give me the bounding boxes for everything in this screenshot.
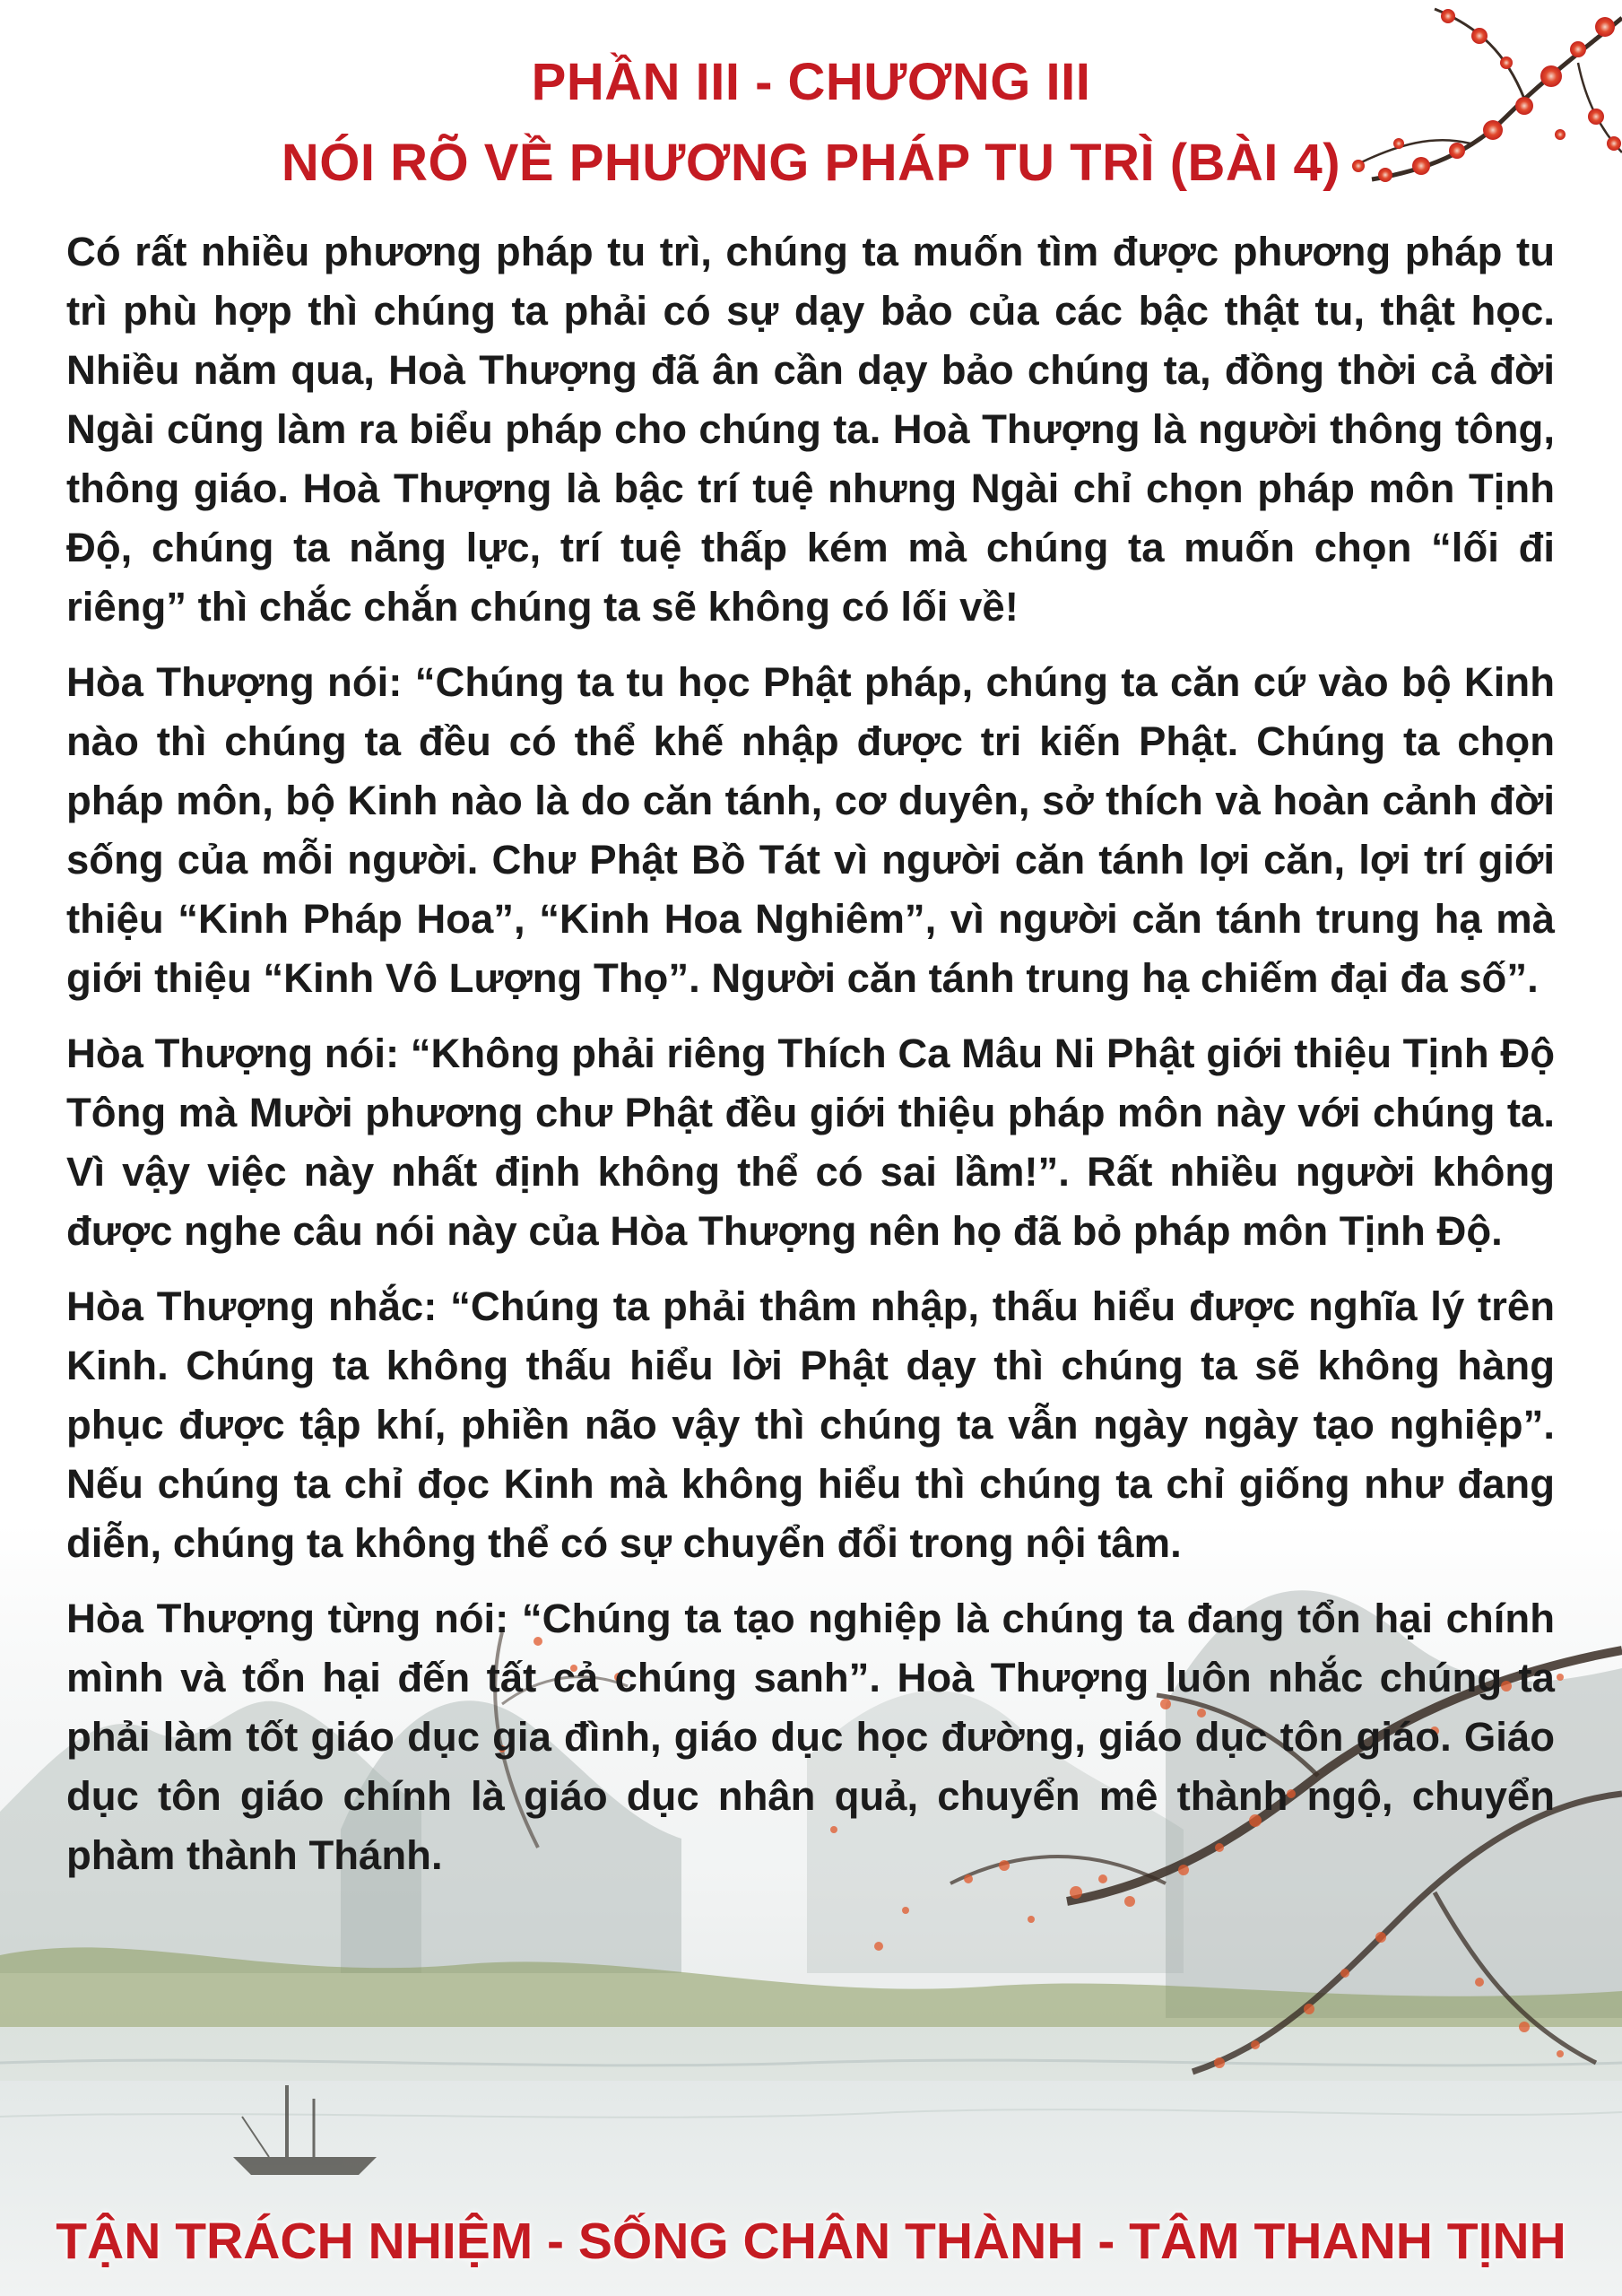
paragraph: Hòa Thượng nói: “Không phải riêng Thích Ca Mâu Ni Phật giới thiệu Tịnh Độ Tông mà Mười phương chư Phật đều giới thiệu pháp môn này với chúng ta. Vì vậy việc này nhất định không thể có sai lầm!”. Rất nhiều người không được nghe câu nói này của Hòa Thượng nên họ đã bỏ pháp môn Tịnh Độ. — [66, 1031, 1555, 1254]
paragraph: Hòa Thượng nói: “Chúng ta tu học Phật pháp, chúng ta căn cứ vào bộ Kinh nào thì chúng ta đều có thể khế nhập được tri kiến Phật. Chúng ta chọn pháp môn, bộ Kinh nào là do căn tánh, cơ duyên, sở thích và hoàn cảnh đời sống của mỗi người. Chư Phật Bồ Tát vì người căn tánh lợi căn, lợi trí giới thiệu “Kinh Pháp Hoa”, “Kinh Hoa Nghiêm”, vì người căn tánh trung hạ mà giới thiệu “Kinh Vô Lượng Thọ”. Người căn tánh trung hạ chiếm đại đa số”. — [66, 659, 1555, 1001]
paragraph: Có rất nhiều phương pháp tu trì, chúng ta muốn tìm được phương pháp tu trì phù hợp thì chúng ta phải có sự dạy bảo của các bậc thật tu, thật học. Nhiều năm qua, Hoà Thượng đã ân cần dạy bảo chúng ta, đồng thời cả đời Ngài cũng làm ra biểu pháp cho chúng ta. Hoà Thượng là người thông tông, thông giáo. Hoà Thượng là bậc trí tuệ nhưng Ngài chỉ chọn pháp môn Tịnh Độ, chúng ta năng lực, trí tuệ thấp kém mà chúng ta muốn chọn “lối đi riêng” thì chắc chắn chúng ta sẽ không có lối về! — [66, 229, 1555, 630]
paragraph: Hòa Thượng nhắc: “Chúng ta phải thâm nhập, thấu hiểu được nghĩa lý trên Kinh. Chúng ta không thấu hiểu lời Phật dạy thì chúng ta sẽ không hàng phục được tập khí, phiền não vậy thì chúng ta vẫn ngày ngày tạo nghiệp”. Nếu chúng ta chỉ đọc Kinh mà không hiểu thì chúng ta chỉ giống như đang diễn, chúng ta không thể có sự chuyển đổi trong nội tâm. — [66, 1283, 1555, 1566]
article-body — [66, 222, 1555, 1901]
page-title: NÓI RÕ VỀ PHƯƠNG PHÁP TU TRÌ (BÀI 4) — [281, 134, 1341, 192]
paragraph: Hòa Thượng từng nói: “Chúng ta tạo nghiệp là chúng ta đang tổn hại chính mình và tổn hại đến tất cả chúng sanh”. Hoà Thượng luôn nhắc chúng ta phải làm tốt giáo dục gia đình, giáo dục học đường, giáo dục tôn giáo. Giáo dục tôn giáo chính là giáo dục nhân quả, chuyển mê thành ngộ, chuyển phàm thành Thánh. — [66, 1596, 1555, 1878]
section-heading: PHẦN III - CHƯƠNG III — [531, 53, 1091, 111]
footer-motto: TẬN TRÁCH NHIỆM - SỐNG CHÂN THÀNH - TÂM THANH TỊNH — [56, 2213, 1566, 2270]
